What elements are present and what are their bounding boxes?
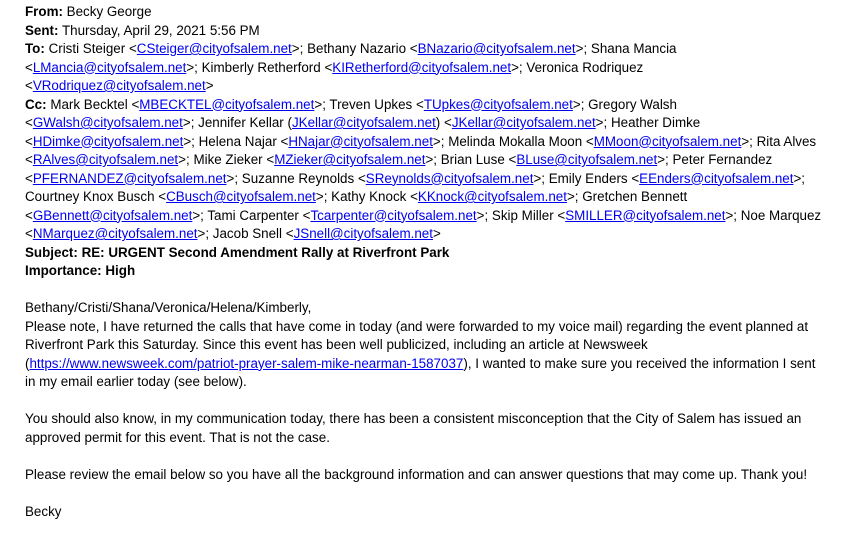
- paragraph-1: [25, 318, 826, 392]
- recipient-name: Kimberly Retherford: [201, 59, 321, 75]
- cc-row: [25, 96, 826, 244]
- recipient: ; Emily Enders <EEnders@cityofsalem.net>: [541, 170, 802, 186]
- recipient-name: Suzanne Reynolds: [241, 170, 355, 186]
- recipient-name: Heather Dimke: [610, 115, 701, 130]
- subject-row: [25, 244, 826, 263]
- spacer: [25, 484, 826, 503]
- recipient-name: Noe Marquez: [740, 207, 822, 223]
- recipient: Mark Becktel <MBECKTEL@cityofsalem.net>: [50, 96, 323, 112]
- recipient: ; Gretchen Bennett <GBennett@cityofsalem.net>: [25, 189, 688, 223]
- signature: Becky: [25, 503, 62, 519]
- recipient: ; Bethany Nazario <BNazario@cityofsalem.net>: [299, 41, 584, 56]
- recipient-name: Gregory Walsh: [588, 96, 677, 112]
- spacer: [25, 392, 826, 411]
- recipient-email-link[interactable]: PFERNANDEZ@cityofsalem.net: [32, 170, 227, 186]
- recipient-name: Courtney Knox Busch: [25, 189, 155, 204]
- recipient-email-link[interactable]: BLuse@cityofsalem.net: [516, 152, 658, 167]
- recipient-email-link[interactable]: SReynolds@cityofsalem.net: [365, 170, 534, 186]
- recipient: ; Jacob Snell <JSnell@cityofsalem.net>: [205, 226, 441, 241]
- recipient: ; Treven Upkes <TUpkes@cityofsalem.net>: [322, 96, 581, 112]
- recipient: ; Mike Zieker <MZieker@cityofsalem.net>: [185, 152, 434, 167]
- recipient-name: Gretchen Bennett: [582, 189, 688, 204]
- recipient: ; Suzanne Reynolds <SReynolds@cityofsalem.net>: [234, 170, 542, 186]
- recipient-email-link[interactable]: JKellar@cityofsalem.net: [451, 115, 596, 130]
- to-recipients: [25, 41, 677, 93]
- from-label: From:: [25, 4, 63, 19]
- recipient: ; Noe Marquez <NMarquez@cityofsalem.net>: [25, 207, 822, 241]
- recipient-email-link[interactable]: CSteiger@cityofsalem.net: [136, 41, 292, 56]
- recipient-name: Mark Becktel: [50, 96, 128, 112]
- spacer: [25, 281, 826, 300]
- recipient-name: Cristi Steiger: [48, 41, 126, 56]
- sent-row: [25, 22, 826, 41]
- recipient-name: Kathy Knock: [331, 189, 407, 204]
- recipient-name: Rita Alves: [756, 133, 817, 149]
- recipient-email-link[interactable]: JSnell@cityofsalem.net: [293, 226, 433, 241]
- recipient: ; Melinda Mokalla Moon <MMoon@cityofsalem.net>: [440, 133, 750, 149]
- recipient-name: Peter Fernandez: [672, 152, 773, 167]
- recipient-email-link[interactable]: GBennett@cityofsalem.net: [32, 207, 193, 223]
- recipient-name: Brian Luse: [440, 152, 505, 167]
- recipient-email-link[interactable]: KKnock@cityofsalem.net: [417, 189, 567, 204]
- spacer: [25, 447, 826, 466]
- from-row: [25, 3, 826, 22]
- sent-label: Sent:: [25, 22, 59, 38]
- recipient: ; Shana Mancia <LMancia@cityofsalem.net>: [25, 41, 677, 75]
- recipient-email-link[interactable]: BNazario@cityofsalem.net: [417, 41, 576, 56]
- cc-recipients: [25, 97, 821, 242]
- recipient: <JKellar@cityofsalem.net>: [444, 115, 604, 130]
- recipient-email-link[interactable]: HDimke@cityofsalem.net: [32, 133, 184, 149]
- paragraph-1-text-a: Please note, I have returned the calls that have come in today (and were forwarded to my voice mail) regarding the event planned at Riverfront Park this Saturday. Since this event has been well publicized, including an article at Newsweek (: [25, 318, 809, 371]
- recipient: ; Heather Dimke <HDimke@cityofsalem.net>: [25, 115, 701, 149]
- recipient-name: Bethany Nazario: [307, 41, 407, 56]
- recipient: ; Brian Luse <BLuse@cityofsalem.net>: [433, 152, 666, 167]
- recipient-email-link[interactable]: MBECKTEL@cityofsalem.net: [139, 96, 315, 112]
- recipient-name: Tami Carpenter: [207, 207, 299, 223]
- newsweek-link[interactable]: https://www.newsweek.com/patriot-prayer-salem-mike-nearman-1587037: [29, 355, 464, 371]
- recipient-email-link[interactable]: CBusch@cityofsalem.net: [166, 189, 316, 204]
- recipient: ; Kathy Knock <KKnock@cityofsalem.net>: [323, 189, 575, 204]
- paragraph-1-text-b: ), I wanted to make sure you received the information I sent in my email earlier today (see below).: [25, 355, 816, 389]
- recipient-name: Jennifer Kellar: [198, 115, 284, 130]
- recipient: ; Gregory Walsh <GWalsh@cityofsalem.net>: [25, 96, 677, 130]
- sent-value: Thursday, April 29, 2021 5:56 PM: [61, 22, 260, 38]
- recipient-name: Treven Upkes: [329, 96, 413, 112]
- recipient-email-link[interactable]: JKellar@cityofsalem.net: [291, 115, 436, 130]
- recipient-email-link[interactable]: KIRetherford@cityofsalem.net: [332, 59, 512, 75]
- recipient-name: Shana Mancia: [590, 41, 677, 56]
- cc-label: Cc:: [25, 96, 47, 112]
- recipient: ; Jennifer Kellar (JKellar@cityofsalem.net): [190, 115, 441, 130]
- paragraph-2: You should also know, in my communication today, there has been a consistent misconception that the City of Salem has issued an approved permit for this event. That is not the case.: [25, 411, 802, 445]
- from-value: Becky George: [66, 4, 152, 19]
- recipient-email-link[interactable]: MZieker@cityofsalem.net: [274, 152, 426, 167]
- greeting: Bethany/Cristi/Shana/Veronica/Helena/Kimberly,: [25, 300, 312, 315]
- recipient: ; Skip Miller <SMILLER@cityofsalem.net>: [484, 207, 734, 223]
- recipient-email-link[interactable]: VRodriquez@cityofsalem.net: [32, 78, 206, 93]
- paragraph-3: Please review the email below so you have all the background information and can answer questions that may come up. Thank you!: [25, 466, 808, 482]
- subject-label: Subject:: [25, 244, 78, 260]
- recipient-email-link[interactable]: RAlves@cityofsalem.net: [32, 152, 179, 167]
- recipient-name: Emily Enders: [548, 170, 628, 186]
- to-row: [25, 40, 826, 96]
- importance-row: [25, 262, 826, 281]
- recipient: ; Kimberly Retherford <KIRetherford@cityofsalem.net>: [194, 59, 519, 75]
- recipient-email-link[interactable]: SMILLER@cityofsalem.net: [565, 207, 726, 223]
- recipient-name: Jacob Snell: [212, 226, 283, 241]
- recipient-name: Helena Najar: [198, 133, 277, 149]
- recipient-name: Melinda Mokalla Moon: [448, 133, 583, 149]
- recipient: ; Rita Alves <RAlves@cityofsalem.net>: [25, 133, 817, 167]
- recipient-email-link[interactable]: LMancia@cityofsalem.net: [32, 59, 187, 75]
- importance-label: Importance:: [25, 263, 102, 278]
- recipient-email-link[interactable]: Tcarpenter@cityofsalem.net: [310, 207, 477, 223]
- recipient-name: Skip Miller: [491, 207, 554, 223]
- to-label: To:: [25, 41, 45, 56]
- recipient: Cristi Steiger <CSteiger@cityofsalem.net>: [48, 41, 300, 56]
- recipient-email-link[interactable]: MMoon@cityofsalem.net: [593, 133, 742, 149]
- recipient: ; Peter Fernandez <PFERNANDEZ@cityofsalem.net>: [25, 152, 773, 186]
- recipient-email-link[interactable]: EEnders@cityofsalem.net: [639, 170, 794, 186]
- subject-value: RE: URGENT Second Amendment Rally at Riverfront Park: [81, 244, 450, 260]
- recipient-email-link[interactable]: HNajar@cityofsalem.net: [288, 133, 433, 149]
- recipient-name: Mike Zieker: [193, 152, 263, 167]
- recipient-email-link[interactable]: NMarquez@cityofsalem.net: [32, 226, 198, 241]
- recipient: ; Helena Najar <HNajar@cityofsalem.net>: [191, 133, 441, 149]
- recipient-email-link[interactable]: GWalsh@cityofsalem.net: [32, 115, 183, 130]
- importance-value: High: [105, 263, 136, 278]
- recipient: ; Courtney Knox Busch <CBusch@cityofsalem.net>: [25, 170, 805, 204]
- recipient: ; Tami Carpenter <Tcarpenter@cityofsalem.net>: [200, 207, 485, 223]
- recipient: ; Veronica Rodriquez <VRodriquez@cityofsalem.net>: [25, 59, 644, 93]
- recipient-name: Veronica Rodriquez: [526, 59, 644, 75]
- recipient-email-link[interactable]: TUpkes@cityofsalem.net: [423, 96, 573, 112]
